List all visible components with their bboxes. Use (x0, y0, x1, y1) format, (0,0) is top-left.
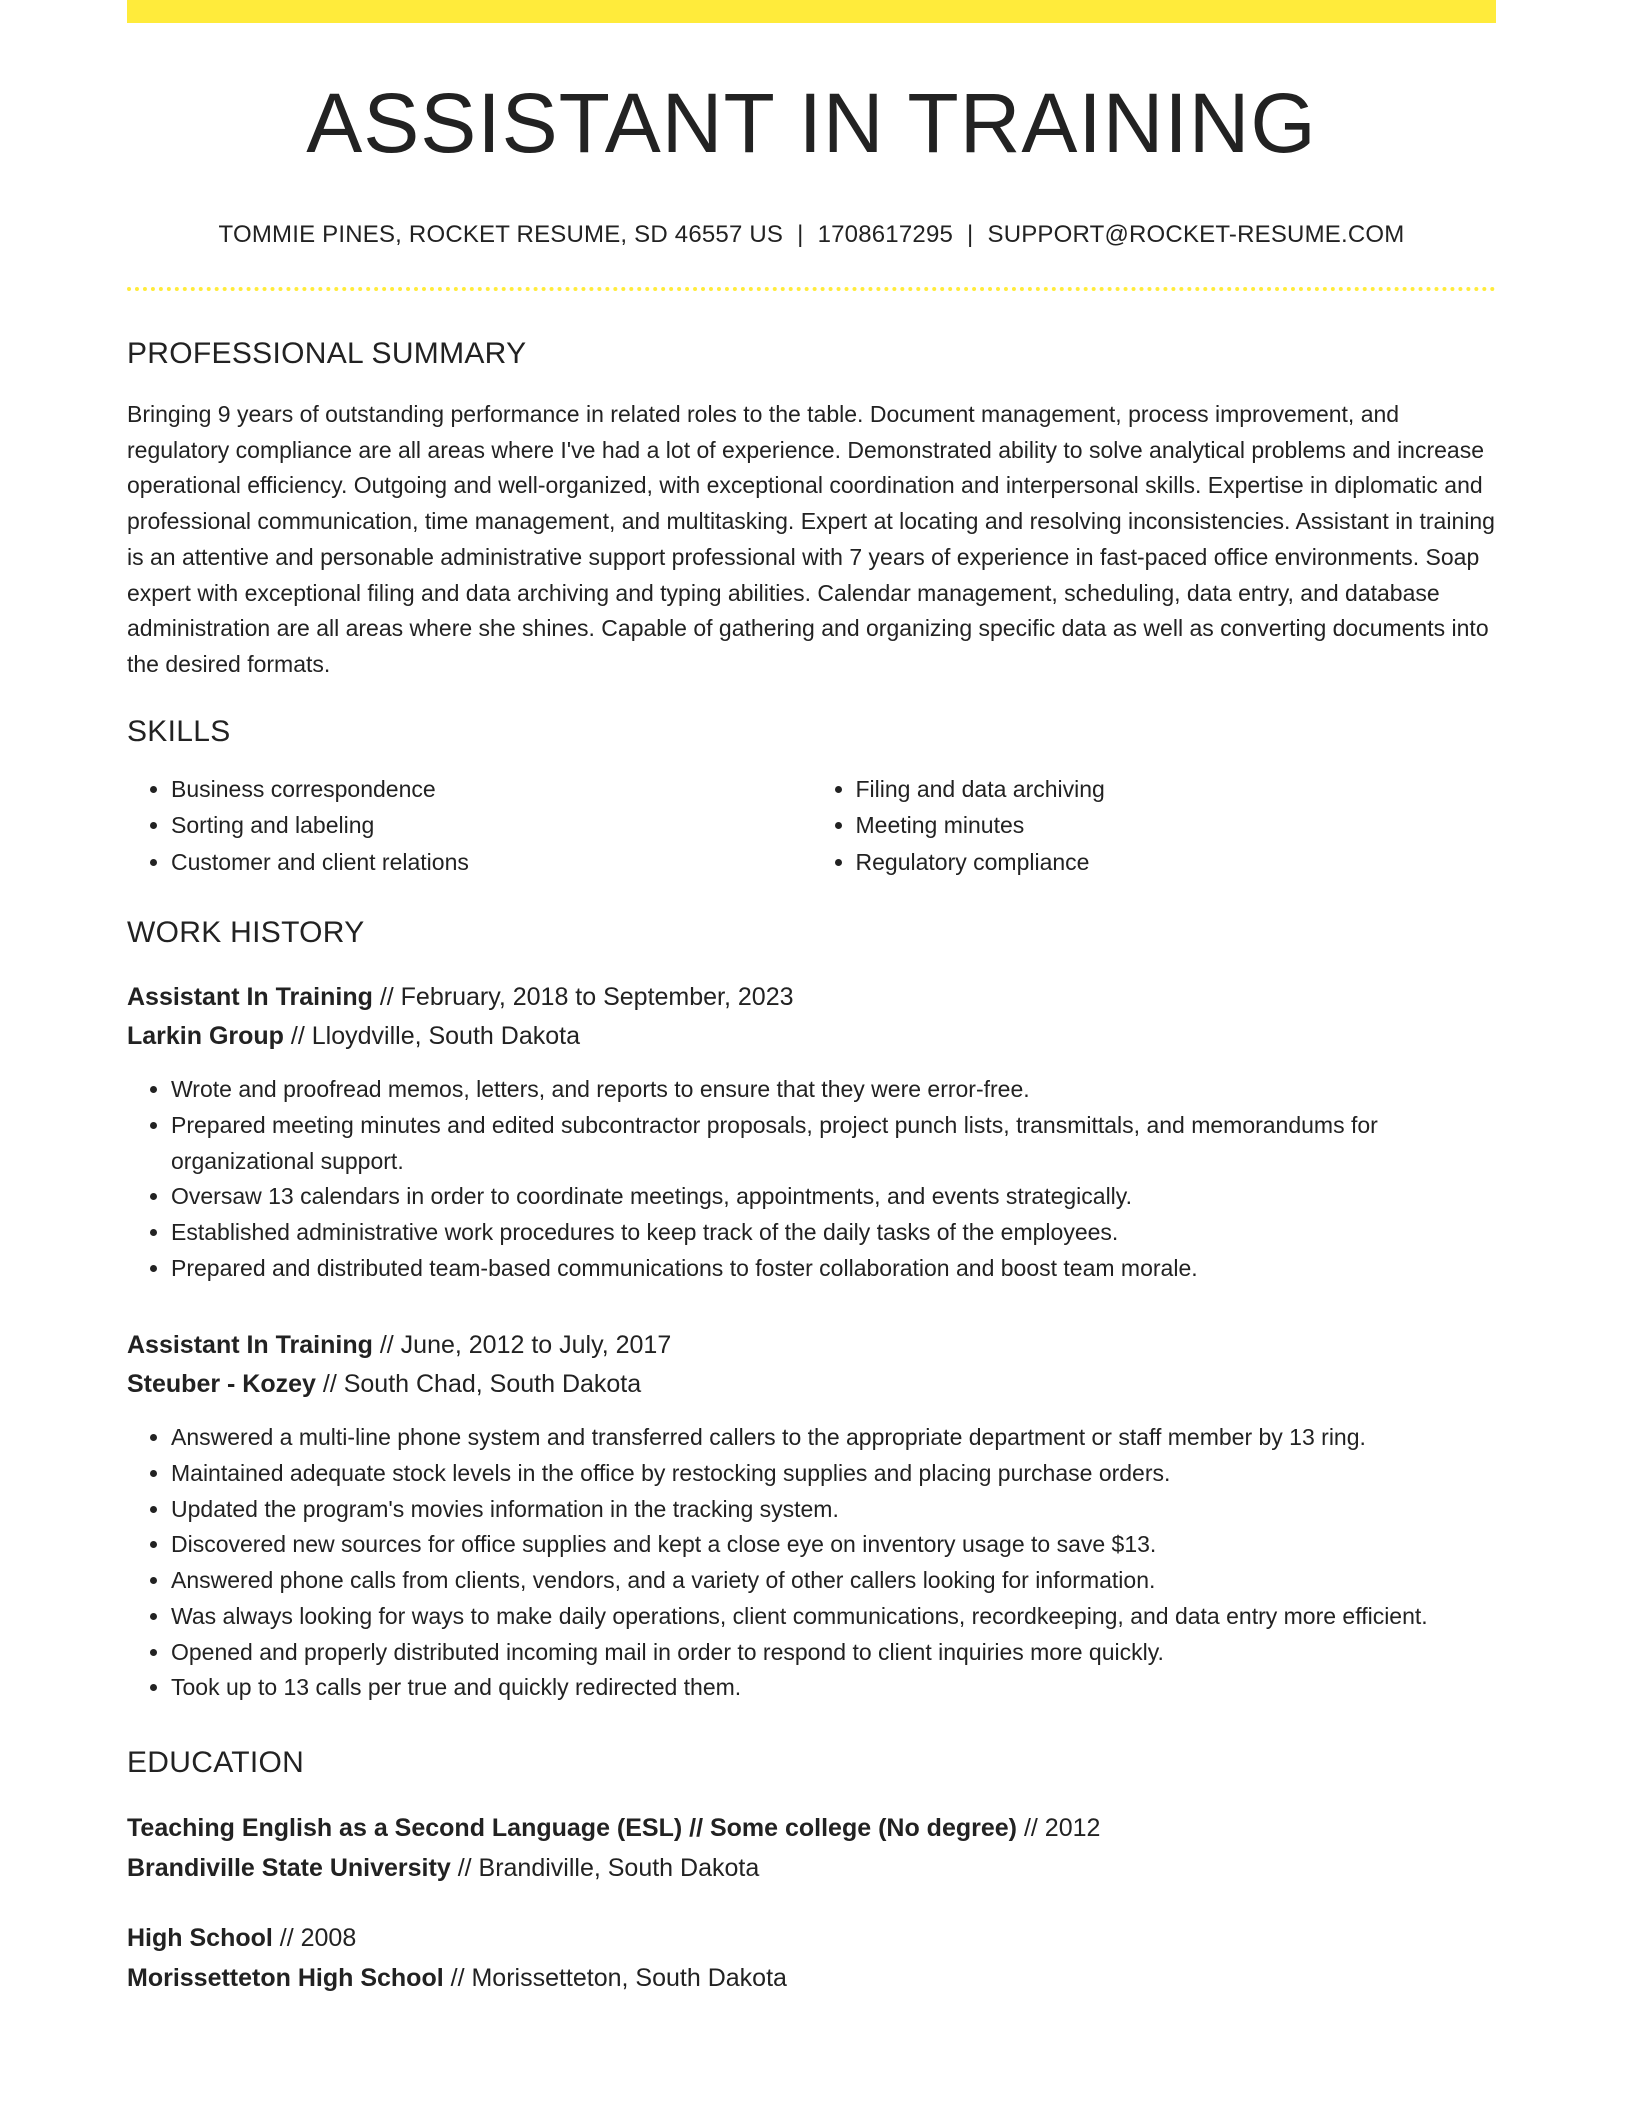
contact-phone: 1708617295 (817, 221, 954, 248)
job-bullet: • Prepared meeting minutes and edited subcontractor proposals, project punch lists, transmittals, and memorandums for organizational support. (171, 1108, 1496, 1179)
job-bullet: • Opened and properly distributed incoming mail in order to respond to client inquiries more quickly. (171, 1635, 1496, 1671)
job-company: Larkin Group (127, 1022, 284, 1051)
contact-separator: | (797, 221, 804, 248)
job-bullets (127, 1072, 1496, 1286)
job-bullet: • Updated the program's movies information in the tracking system. (171, 1492, 1496, 1528)
education-entry (127, 1918, 1496, 1998)
resume-page (127, 0, 1496, 1998)
contact-address: TOMMIE PINES, ROCKET RESUME, SD 46557 US (218, 221, 784, 248)
job-title-line (127, 978, 1496, 1017)
work-history-heading: WORK HISTORY (127, 916, 365, 950)
education-year: // 2008 (279, 1923, 357, 1952)
job-location: // Lloydville, South Dakota (290, 1022, 580, 1051)
contact-separator: | (967, 221, 974, 248)
skill-item: • Sorting and labeling (171, 807, 812, 844)
education-year: // 2012 (1023, 1813, 1101, 1842)
job-dates: // June, 2012 to July, 2017 (379, 1331, 672, 1360)
job-company: Steuber - Kozey (127, 1370, 316, 1399)
education-school: Morissetteton High School (127, 1963, 444, 1992)
education-heading: EDUCATION (127, 1745, 305, 1779)
education-location: // Morissetteton, South Dakota (450, 1963, 787, 1992)
job-bullet: • Established administrative work procedures to keep track of the daily tasks of the employees. (171, 1215, 1496, 1251)
education-location: // Brandiville, South Dakota (457, 1853, 760, 1882)
job-bullets (127, 1420, 1496, 1706)
skills-heading: SKILLS (127, 714, 231, 748)
job-bullet: • Was always looking for ways to make daily operations, client communications, recordkeeping, and data entry more efficient. (171, 1599, 1496, 1635)
summary-text: Bringing 9 years of outstanding performance in related roles to the table. Document management, process improvement, and regulatory compliance are all areas where I've had a lot of experience. Demonstrated ability to solve analytical problems and increase operational efficiency. Outgoing and well-organized, with exceptional coordination and interpersonal skills. Expertise in diplomatic and professional communication, time management, and multitasking. Expert at locating and resolving inconsistencies. Assistant in training is an attentive and personable administrative support professional with 7 years of experience in fast-paced office environments. Soap expert with exceptional filing and data archiving and typing abilities. Calendar management, scheduling, data entry, and database administration are all areas where she shines. Capable of gathering and organizing specific data as well as converting documents into the desired formats. (127, 401, 1495, 677)
job-bullet: • Discovered new sources for office supplies and kept a close eye on inventory usage to save $13. (171, 1527, 1496, 1563)
skill-item: • Filing and data archiving (856, 771, 1497, 808)
job-entry (127, 1326, 1496, 1706)
job-title: Assistant In Training (127, 1331, 373, 1360)
resume-title: ASSISTANT IN TRAINING (306, 76, 1317, 170)
job-company-line (127, 1017, 1496, 1056)
job-entry (127, 978, 1496, 1286)
skills-column-right (812, 771, 1497, 881)
job-bullet: • Maintained adequate stock levels in the office by restocking supplies and placing purchase orders. (171, 1456, 1496, 1492)
contact-line (127, 221, 1496, 249)
contact-email[interactable]: SUPPORT@ROCKET-RESUME.COM (987, 221, 1405, 248)
skill-item: • Meeting minutes (856, 807, 1497, 844)
job-bullet: • Answered a multi-line phone system and transferred callers to the appropriate department or staff member by 13 ring. (171, 1420, 1496, 1456)
header-divider (127, 287, 1496, 291)
skill-item: • Business correspondence (171, 771, 812, 808)
education-degree: Teaching English as a Second Language (ESL) // Some college (No degree) (127, 1813, 1017, 1842)
skill-item: • Customer and client relations (171, 844, 812, 881)
job-bullet: • Took up to 13 calls per true and quickly redirected them. (171, 1670, 1496, 1706)
education-degree: High School (127, 1923, 273, 1952)
job-title: Assistant In Training (127, 983, 373, 1012)
job-location: // South Chad, South Dakota (322, 1370, 642, 1399)
job-title-line (127, 1326, 1496, 1365)
summary-heading: PROFESSIONAL SUMMARY (127, 337, 527, 370)
education-entry (127, 1808, 1496, 1888)
job-bullet: • Oversaw 13 calendars in order to coordinate meetings, appointments, and events strategically. (171, 1179, 1496, 1215)
skills-list (127, 771, 1496, 881)
skill-item: • Regulatory compliance (856, 844, 1497, 881)
job-company-line (127, 1365, 1496, 1404)
job-bullet: • Answered phone calls from clients, vendors, and a variety of other callers looking for information. (171, 1563, 1496, 1599)
education-degree-line (127, 1918, 1496, 1958)
education-school: Brandiville State University (127, 1853, 451, 1882)
accent-bar (127, 0, 1496, 23)
job-dates: // February, 2018 to September, 2023 (379, 983, 794, 1012)
education-school-line (127, 1958, 1496, 1998)
job-bullet: • Prepared and distributed team-based communications to foster collaboration and boost team morale. (171, 1251, 1496, 1287)
skills-column-left (127, 771, 812, 881)
job-bullet: • Wrote and proofread memos, letters, and reports to ensure that they were error-free. (171, 1072, 1496, 1108)
education-school-line (127, 1848, 1496, 1888)
education-degree-line (127, 1808, 1496, 1848)
